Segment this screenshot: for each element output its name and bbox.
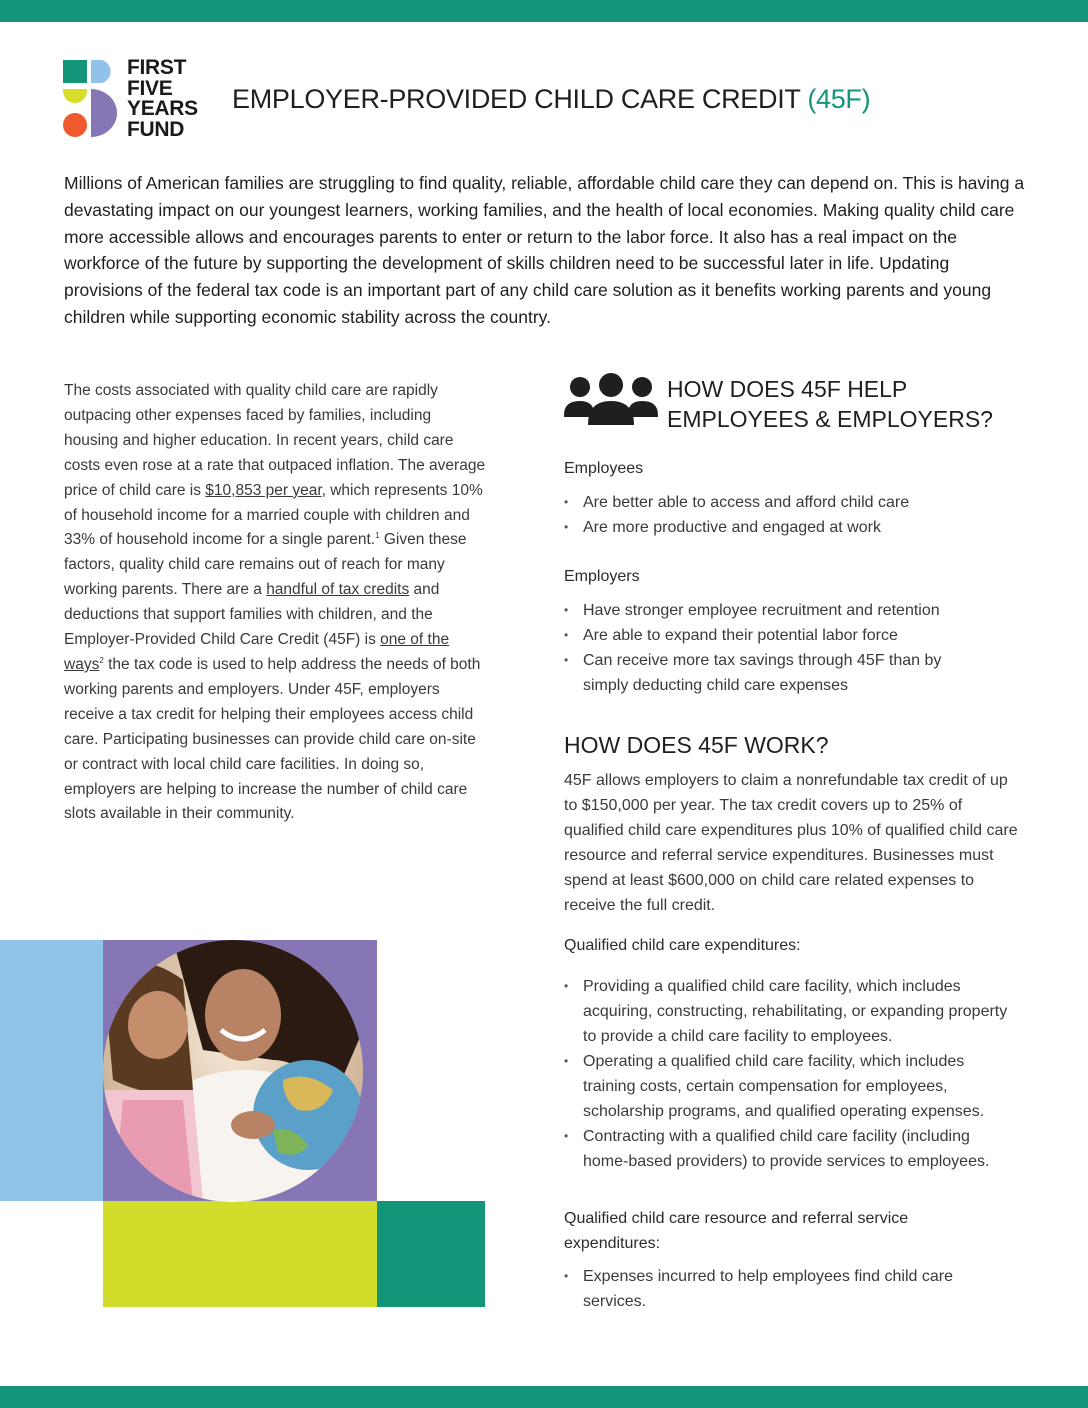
list-item: • Are more productive and engaged at work <box>564 515 1024 540</box>
employers-list <box>564 598 984 698</box>
first-five-years-fund-logo <box>63 58 213 142</box>
logo-line: YEARS <box>127 97 198 120</box>
logo-line: FUND <box>127 117 185 141</box>
logo-line: FIVE <box>127 76 173 100</box>
intro-paragraph: Millions of American families are struggling to find quality, reliable, affordable child care they can depend on. This is having a devastating impact on our youngest learners, working families, and the health of local economies. Making quality child care more accessible allows and encourages parents to enter or return to the labor force. It also has a real impact on the workforce of the future by supporting the development of skills children need to be successful later in life. Updating provisions of the federal tax code is an important part of any child care solution as it benefits working parents and young children while supporting economic stability across the country. <box>64 173 1025 327</box>
list-item: • Contracting with a qualified child care facility (including home-based providers) to provide services to employees. <box>564 1124 1019 1174</box>
costs-paragraph <box>64 379 488 827</box>
text-run: Given these factors, quality child care remains out of reach for many working parents. There are a <box>64 531 467 599</box>
logo-line: FIRST <box>127 56 187 79</box>
title-main: EMPLOYER-PROVIDED CHILD CARE CREDIT <box>232 84 801 114</box>
qualified-expenditures-label: Qualified child care expenditures: <box>564 937 801 954</box>
help-heading-line: HOW DOES 45F HELP <box>667 376 908 402</box>
footnote-2: 2 <box>99 655 104 665</box>
bottom-accent-bar <box>0 1386 1088 1408</box>
top-accent-bar <box>0 0 1088 22</box>
logo-mark-icon <box>63 58 119 138</box>
logo-wordmark <box>127 58 198 140</box>
mother-child-globe-photo <box>103 940 363 1202</box>
title-accent: (45F) <box>807 84 871 114</box>
text-run: , which represents 10% of household income for a married couple with children and 33% of household income for a single parent. <box>64 481 483 549</box>
help-heading <box>667 374 1027 434</box>
footnote-1: 1 <box>375 531 380 541</box>
employees-label: Employees <box>564 460 644 477</box>
one-of-the-ways-link[interactable]: one of the ways <box>64 631 450 673</box>
decorative-green-block <box>377 1201 485 1307</box>
resource-expenditures-label: Qualified child care resource and referral service expenditures: <box>564 1210 909 1252</box>
work-heading: HOW DOES 45F WORK? <box>564 732 829 758</box>
work-paragraph: 45F allows employers to claim a nonrefundable tax credit of up to $150,000 per year. The tax credit covers up to 25% of qualified child care expenditures plus 10% of qualified child care resource and referral service expenditures. Businesses must spend at least $600,000 on child care related expenses to receive the full credit. <box>564 772 1018 914</box>
list-item: • Can receive more tax savings through 45F than by simply deducting child care expenses <box>564 648 984 698</box>
decorative-lime-block <box>103 1201 377 1307</box>
employees-list <box>564 490 1024 540</box>
child-care-price-link[interactable]: $10,853 per year <box>205 481 322 499</box>
text-run: The costs associated with quality child care are rapidly outpacing other expenses faced by families, including housing and higher education. In recent years, child care costs even rose at a rate that outpaced inflation. The average price of child care is <box>64 382 486 499</box>
list-item: • Have stronger employee recruitment and retention <box>564 598 984 623</box>
tax-credits-link[interactable]: handful of tax credits <box>266 581 410 599</box>
list-item: • Providing a qualified child care facility, which includes acquiring, constructing, rehabilitating, or expanding property to provide a child care facility to employees. <box>564 974 1019 1049</box>
employers-label: Employers <box>564 568 640 585</box>
page-title <box>232 84 870 115</box>
resource-expenditures-list <box>564 1264 964 1314</box>
list-item: • Are able to expand their potential labor force <box>564 623 984 648</box>
text-run: and deductions that support families with children, and the Employer-Provided Child Care Credit (45F) is <box>64 581 440 649</box>
list-item: • Operating a qualified child care facility, which includes training costs, certain compensation for employees, scholarship programs, and qualified operating expenses. <box>564 1049 1019 1124</box>
list-item: • Expenses incurred to help employees find child care services. <box>564 1264 964 1314</box>
people-group-icon <box>564 373 658 427</box>
qualified-expenditures-list <box>564 974 1019 1174</box>
help-heading-line: EMPLOYEES & EMPLOYERS? <box>667 406 993 432</box>
decorative-blue-block <box>0 940 103 1201</box>
text-run: the tax code is used to help address the needs of both working parents and employers. Under 45F, employers receive a tax credit for helping their employees access child care. Participating businesses can provide child care on-site or contract with local child care facilities. In doing so, employers are helping to increase the number of child care slots available in their community. <box>64 655 481 823</box>
list-item: • Are better able to access and afford child care <box>564 490 1024 515</box>
